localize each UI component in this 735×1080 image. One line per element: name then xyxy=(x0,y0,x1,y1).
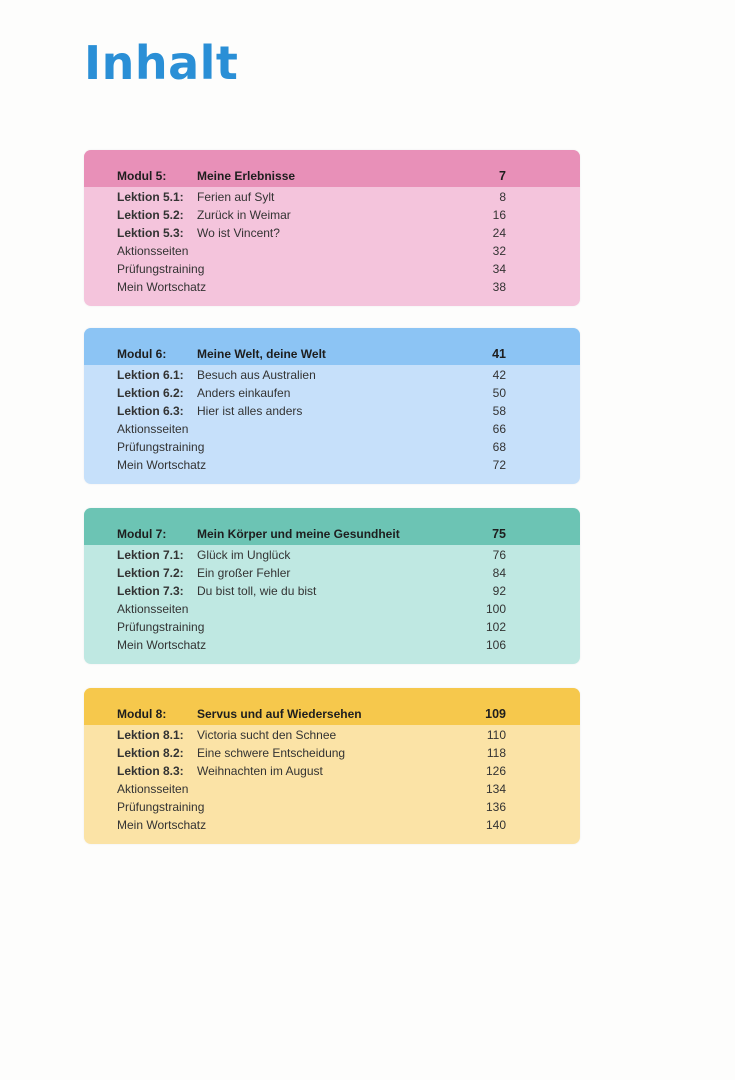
lesson-title: Anders einkaufen xyxy=(197,386,291,400)
toc-row xyxy=(84,546,580,564)
toc-row xyxy=(84,206,580,224)
module-page: 75 xyxy=(492,527,506,541)
section-title: Prüfungstraining xyxy=(117,262,205,276)
module-title: Meine Welt, deine Welt xyxy=(197,347,326,361)
toc-row xyxy=(84,188,580,206)
section-page: 100 xyxy=(485,602,506,616)
lesson-page: 92 xyxy=(492,584,506,598)
module-header xyxy=(84,150,580,187)
module-block xyxy=(84,328,580,484)
lesson-title: Weihnachten im August xyxy=(197,764,323,778)
lesson-label: Lektion 5.3: xyxy=(117,226,184,240)
lesson-label: Lektion 7.1: xyxy=(117,548,184,562)
section-title: Prüfungstraining xyxy=(117,620,205,634)
toc-row xyxy=(84,402,580,420)
lesson-page: 8 xyxy=(499,190,506,204)
toc-row xyxy=(84,438,580,456)
lesson-title: Victoria sucht den Schnee xyxy=(197,728,337,742)
toc-row xyxy=(84,636,580,654)
section-title: Mein Wortschatz xyxy=(117,280,207,294)
section-title: Aktionsseiten xyxy=(117,244,189,258)
section-title: Mein Wortschatz xyxy=(117,638,207,652)
section-page: 38 xyxy=(492,280,506,294)
lesson-page: 58 xyxy=(492,404,506,418)
toc-row xyxy=(84,564,580,582)
lesson-label: Lektion 8.2: xyxy=(117,746,184,760)
module-label: Modul 8: xyxy=(117,707,167,721)
lesson-page: 16 xyxy=(492,208,506,222)
toc-row xyxy=(84,224,580,242)
section-page: 140 xyxy=(485,818,506,832)
module-page: 41 xyxy=(492,347,506,361)
lesson-label: Lektion 7.2: xyxy=(117,566,184,580)
toc-row xyxy=(84,260,580,278)
section-page: 102 xyxy=(485,620,506,634)
lesson-label: Lektion 5.2: xyxy=(117,208,184,222)
lesson-title: Wo ist Vincent? xyxy=(197,226,280,240)
lesson-title: Du bist toll, wie du bist xyxy=(197,584,317,598)
section-title: Mein Wortschatz xyxy=(117,818,207,832)
section-title: Prüfungstraining xyxy=(117,440,205,454)
lesson-label: Lektion 6.1: xyxy=(117,368,184,382)
section-page: 68 xyxy=(492,440,506,454)
toc-row xyxy=(84,762,580,780)
toc-row xyxy=(84,366,580,384)
module-title: Mein Körper und meine Gesundheit xyxy=(197,527,400,541)
module-block xyxy=(84,688,580,844)
lesson-page: 84 xyxy=(492,566,506,580)
section-page: 72 xyxy=(492,458,506,472)
lesson-page: 110 xyxy=(486,728,506,742)
toc-row xyxy=(84,726,580,744)
lesson-page: 126 xyxy=(485,764,506,778)
lesson-page: 24 xyxy=(492,226,506,240)
toc-row xyxy=(84,582,580,600)
lesson-page: 76 xyxy=(492,548,506,562)
toc-row xyxy=(84,798,580,816)
module-title: Meine Erlebnisse xyxy=(197,169,296,183)
lesson-label: Lektion 5.1: xyxy=(117,190,184,204)
lesson-page: 118 xyxy=(486,746,506,760)
module-header xyxy=(84,688,580,725)
module-title: Servus und auf Wiedersehen xyxy=(197,707,362,721)
lesson-label: Lektion 6.3: xyxy=(117,404,184,418)
module-block xyxy=(84,150,580,306)
module-block xyxy=(84,508,580,664)
section-title: Aktionsseiten xyxy=(117,782,189,796)
toc-row xyxy=(84,780,580,798)
section-title: Aktionsseiten xyxy=(117,602,189,616)
lesson-title: Ein großer Fehler xyxy=(197,566,291,580)
lesson-title: Besuch aus Australien xyxy=(197,368,316,382)
toc-row xyxy=(84,420,580,438)
section-page: 136 xyxy=(485,800,506,814)
toc-row xyxy=(84,744,580,762)
toc-row xyxy=(84,456,580,474)
toc-row xyxy=(84,600,580,618)
toc-row xyxy=(84,242,580,260)
section-page: 34 xyxy=(492,262,506,276)
lesson-page: 42 xyxy=(492,368,506,382)
section-page: 134 xyxy=(485,782,506,796)
toc-row xyxy=(84,618,580,636)
module-label: Modul 7: xyxy=(117,527,167,541)
lesson-title: Hier ist alles anders xyxy=(197,404,303,418)
lesson-label: Lektion 7.3: xyxy=(117,584,184,598)
module-label: Modul 6: xyxy=(117,347,167,361)
page-title: Inhalt xyxy=(84,36,239,90)
module-page: 109 xyxy=(485,707,506,721)
section-page: 32 xyxy=(492,244,506,258)
lesson-label: Lektion 8.3: xyxy=(117,764,184,778)
module-label: Modul 5: xyxy=(117,169,167,183)
lesson-title: Eine schwere Entscheidung xyxy=(197,746,346,760)
toc-row xyxy=(84,278,580,296)
section-page: 66 xyxy=(492,422,506,436)
section-title: Aktionsseiten xyxy=(117,422,189,436)
module-page: 7 xyxy=(499,169,506,183)
lesson-title: Glück im Unglück xyxy=(197,548,291,562)
lesson-label: Lektion 8.1: xyxy=(117,728,184,742)
lesson-title: Ferien auf Sylt xyxy=(197,190,275,204)
section-title: Mein Wortschatz xyxy=(117,458,207,472)
module-header xyxy=(84,328,580,365)
lesson-page: 50 xyxy=(492,386,506,400)
section-page: 106 xyxy=(485,638,506,652)
lesson-label: Lektion 6.2: xyxy=(117,386,184,400)
module-header xyxy=(84,508,580,545)
lesson-title: Zurück in Weimar xyxy=(197,208,291,222)
section-title: Prüfungstraining xyxy=(117,800,205,814)
toc-row xyxy=(84,384,580,402)
toc-row xyxy=(84,816,580,834)
